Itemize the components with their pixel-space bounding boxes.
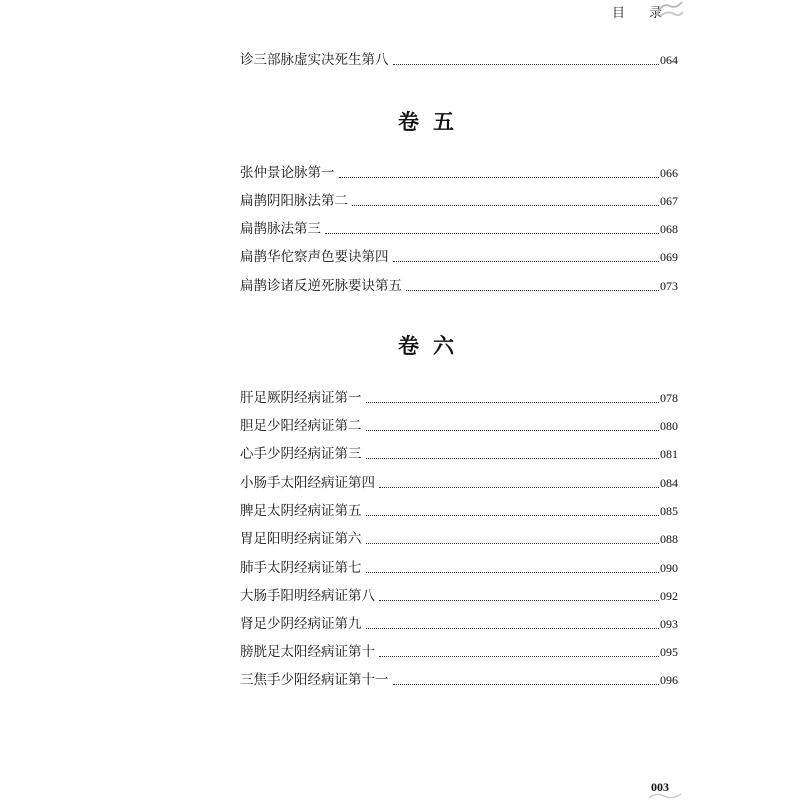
toc-entry-page: 067 [660, 194, 678, 208]
running-header: 目 录 [612, 6, 673, 21]
toc-entry-page: 069 [660, 250, 678, 264]
dot-leader [406, 289, 659, 291]
toc-entry-page: 084 [660, 476, 678, 490]
dot-leader [366, 401, 660, 403]
toc-entry-page: 064 [660, 53, 678, 67]
toc-entry-page: 081 [660, 447, 678, 461]
toc-entry-title: 肝足厥阴经病证第一 [240, 390, 362, 406]
toc-entry-title: 张仲景论脉第一 [240, 165, 335, 181]
toc-entry-page: 066 [660, 166, 678, 180]
toc-entry[interactable] [240, 614, 678, 634]
dot-leader [352, 204, 659, 206]
dot-leader [366, 457, 660, 459]
toc-entry[interactable] [240, 444, 678, 464]
toc-entry[interactable] [240, 219, 678, 239]
dot-leader [366, 514, 660, 516]
toc-entry-title: 肺手太阴经病证第七 [240, 560, 362, 576]
toc-entry-page: 095 [660, 645, 678, 659]
toc-entry-page: 092 [660, 589, 678, 603]
toc-entry-page: 068 [660, 222, 678, 236]
toc-entry[interactable] [240, 558, 678, 578]
toc-entry-page: 088 [660, 532, 678, 546]
toc-entry[interactable] [240, 670, 678, 690]
corner-ornament-icon [654, 0, 684, 18]
toc-entry[interactable] [240, 163, 678, 183]
toc-entry-title: 三焦手少阳经病证第十一 [240, 672, 389, 688]
toc-entry[interactable] [240, 529, 678, 549]
footer-ornament-icon [648, 792, 682, 800]
toc-entry[interactable] [240, 276, 678, 296]
toc-entry-title: 诊三部脉虚实决死生第八 [240, 52, 389, 68]
volume-heading: 卷六 [398, 333, 468, 358]
toc-entry-page: 096 [660, 673, 678, 687]
toc-entry[interactable] [240, 247, 678, 267]
toc-entry-page: 093 [660, 617, 678, 631]
dot-leader [366, 429, 660, 431]
toc-entry[interactable] [240, 191, 678, 211]
toc-entry[interactable] [240, 586, 678, 606]
dot-leader [366, 627, 660, 629]
toc-entry[interactable] [240, 50, 678, 70]
toc-entry-page: 085 [660, 504, 678, 518]
volume-heading: 卷五 [398, 109, 468, 134]
toc-entry-title: 脾足太阴经病证第五 [240, 503, 362, 519]
toc-entry[interactable] [240, 388, 678, 408]
toc-entry[interactable] [240, 416, 678, 436]
dot-leader [393, 683, 660, 685]
toc-entry-title: 大肠手阳明经病证第八 [240, 588, 375, 604]
toc-entry-title: 小肠手太阳经病证第四 [240, 475, 375, 491]
toc-entry-title: 扁鹊诊诸反逆死脉要诀第五 [240, 278, 402, 294]
toc-entry[interactable] [240, 473, 678, 493]
toc-entry-title: 肾足少阴经病证第九 [240, 616, 362, 632]
dot-leader [379, 486, 659, 488]
toc-entry-title: 扁鹊阴阳脉法第二 [240, 193, 348, 209]
toc-entry[interactable] [240, 642, 678, 662]
toc-entry-page: 078 [660, 391, 678, 405]
toc-entry-title: 膀胱足太阳经病证第十 [240, 644, 375, 660]
dot-leader [379, 599, 659, 601]
dot-leader [393, 260, 660, 262]
page-number: 003 [651, 780, 669, 794]
dot-leader [366, 571, 660, 573]
toc-entry-page: 073 [660, 279, 678, 293]
toc-entry[interactable] [240, 501, 678, 521]
toc-entry-page: 090 [660, 561, 678, 575]
dot-leader [379, 655, 659, 657]
toc-entry-title: 扁鹊脉法第三 [240, 221, 321, 237]
toc-entry-title: 胃足阳明经病证第六 [240, 531, 362, 547]
dot-leader [366, 542, 660, 544]
dot-leader [339, 176, 660, 178]
dot-leader [325, 232, 659, 234]
toc-entry-title: 扁鹊华佗察声色要诀第四 [240, 249, 389, 265]
toc-entry-title: 胆足少阳经病证第二 [240, 418, 362, 434]
toc-entry-page: 080 [660, 419, 678, 433]
dot-leader [393, 63, 660, 65]
toc-entry-title: 心手少阴经病证第三 [240, 446, 362, 462]
